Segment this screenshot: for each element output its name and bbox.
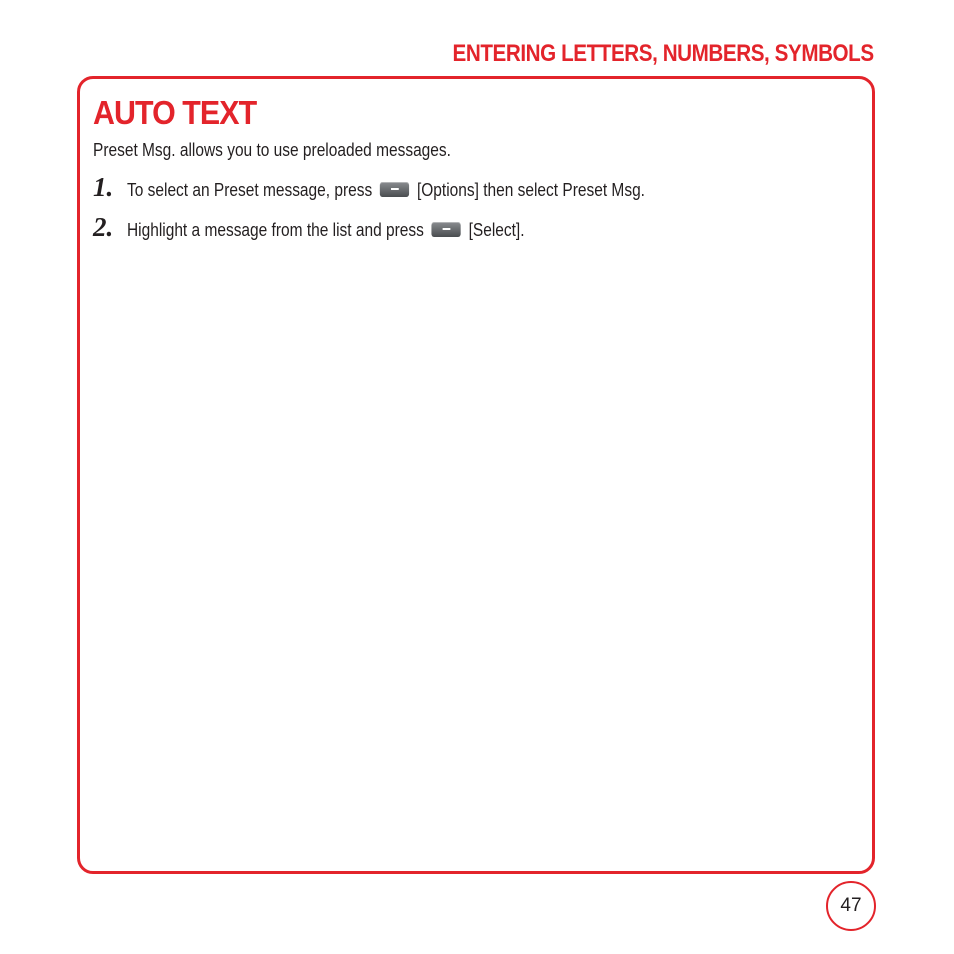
section-header: ENTERING LETTERS, NUMBERS, SYMBOLS	[452, 40, 874, 67]
left-soft-key-icon	[380, 182, 409, 197]
step-text	[127, 220, 525, 241]
step-1	[93, 172, 729, 203]
step-2	[93, 212, 589, 243]
step-number: 2.	[93, 212, 114, 242]
step-text-after: [Options] then select Preset Msg.	[416, 180, 645, 200]
intro-paragraph: Preset Msg. allows you to use preloaded messages.	[93, 140, 451, 160]
page-title: AUTO TEXT	[93, 94, 257, 131]
step-number: 1.	[93, 172, 114, 202]
step-text-before: To select an Preset message, press	[127, 180, 373, 200]
page-number: 47	[826, 881, 876, 931]
step-text	[127, 180, 645, 201]
step-text-after: [Select].	[468, 220, 525, 240]
left-soft-key-icon	[432, 222, 461, 237]
step-text-before: Highlight a message from the list and press	[127, 220, 424, 240]
